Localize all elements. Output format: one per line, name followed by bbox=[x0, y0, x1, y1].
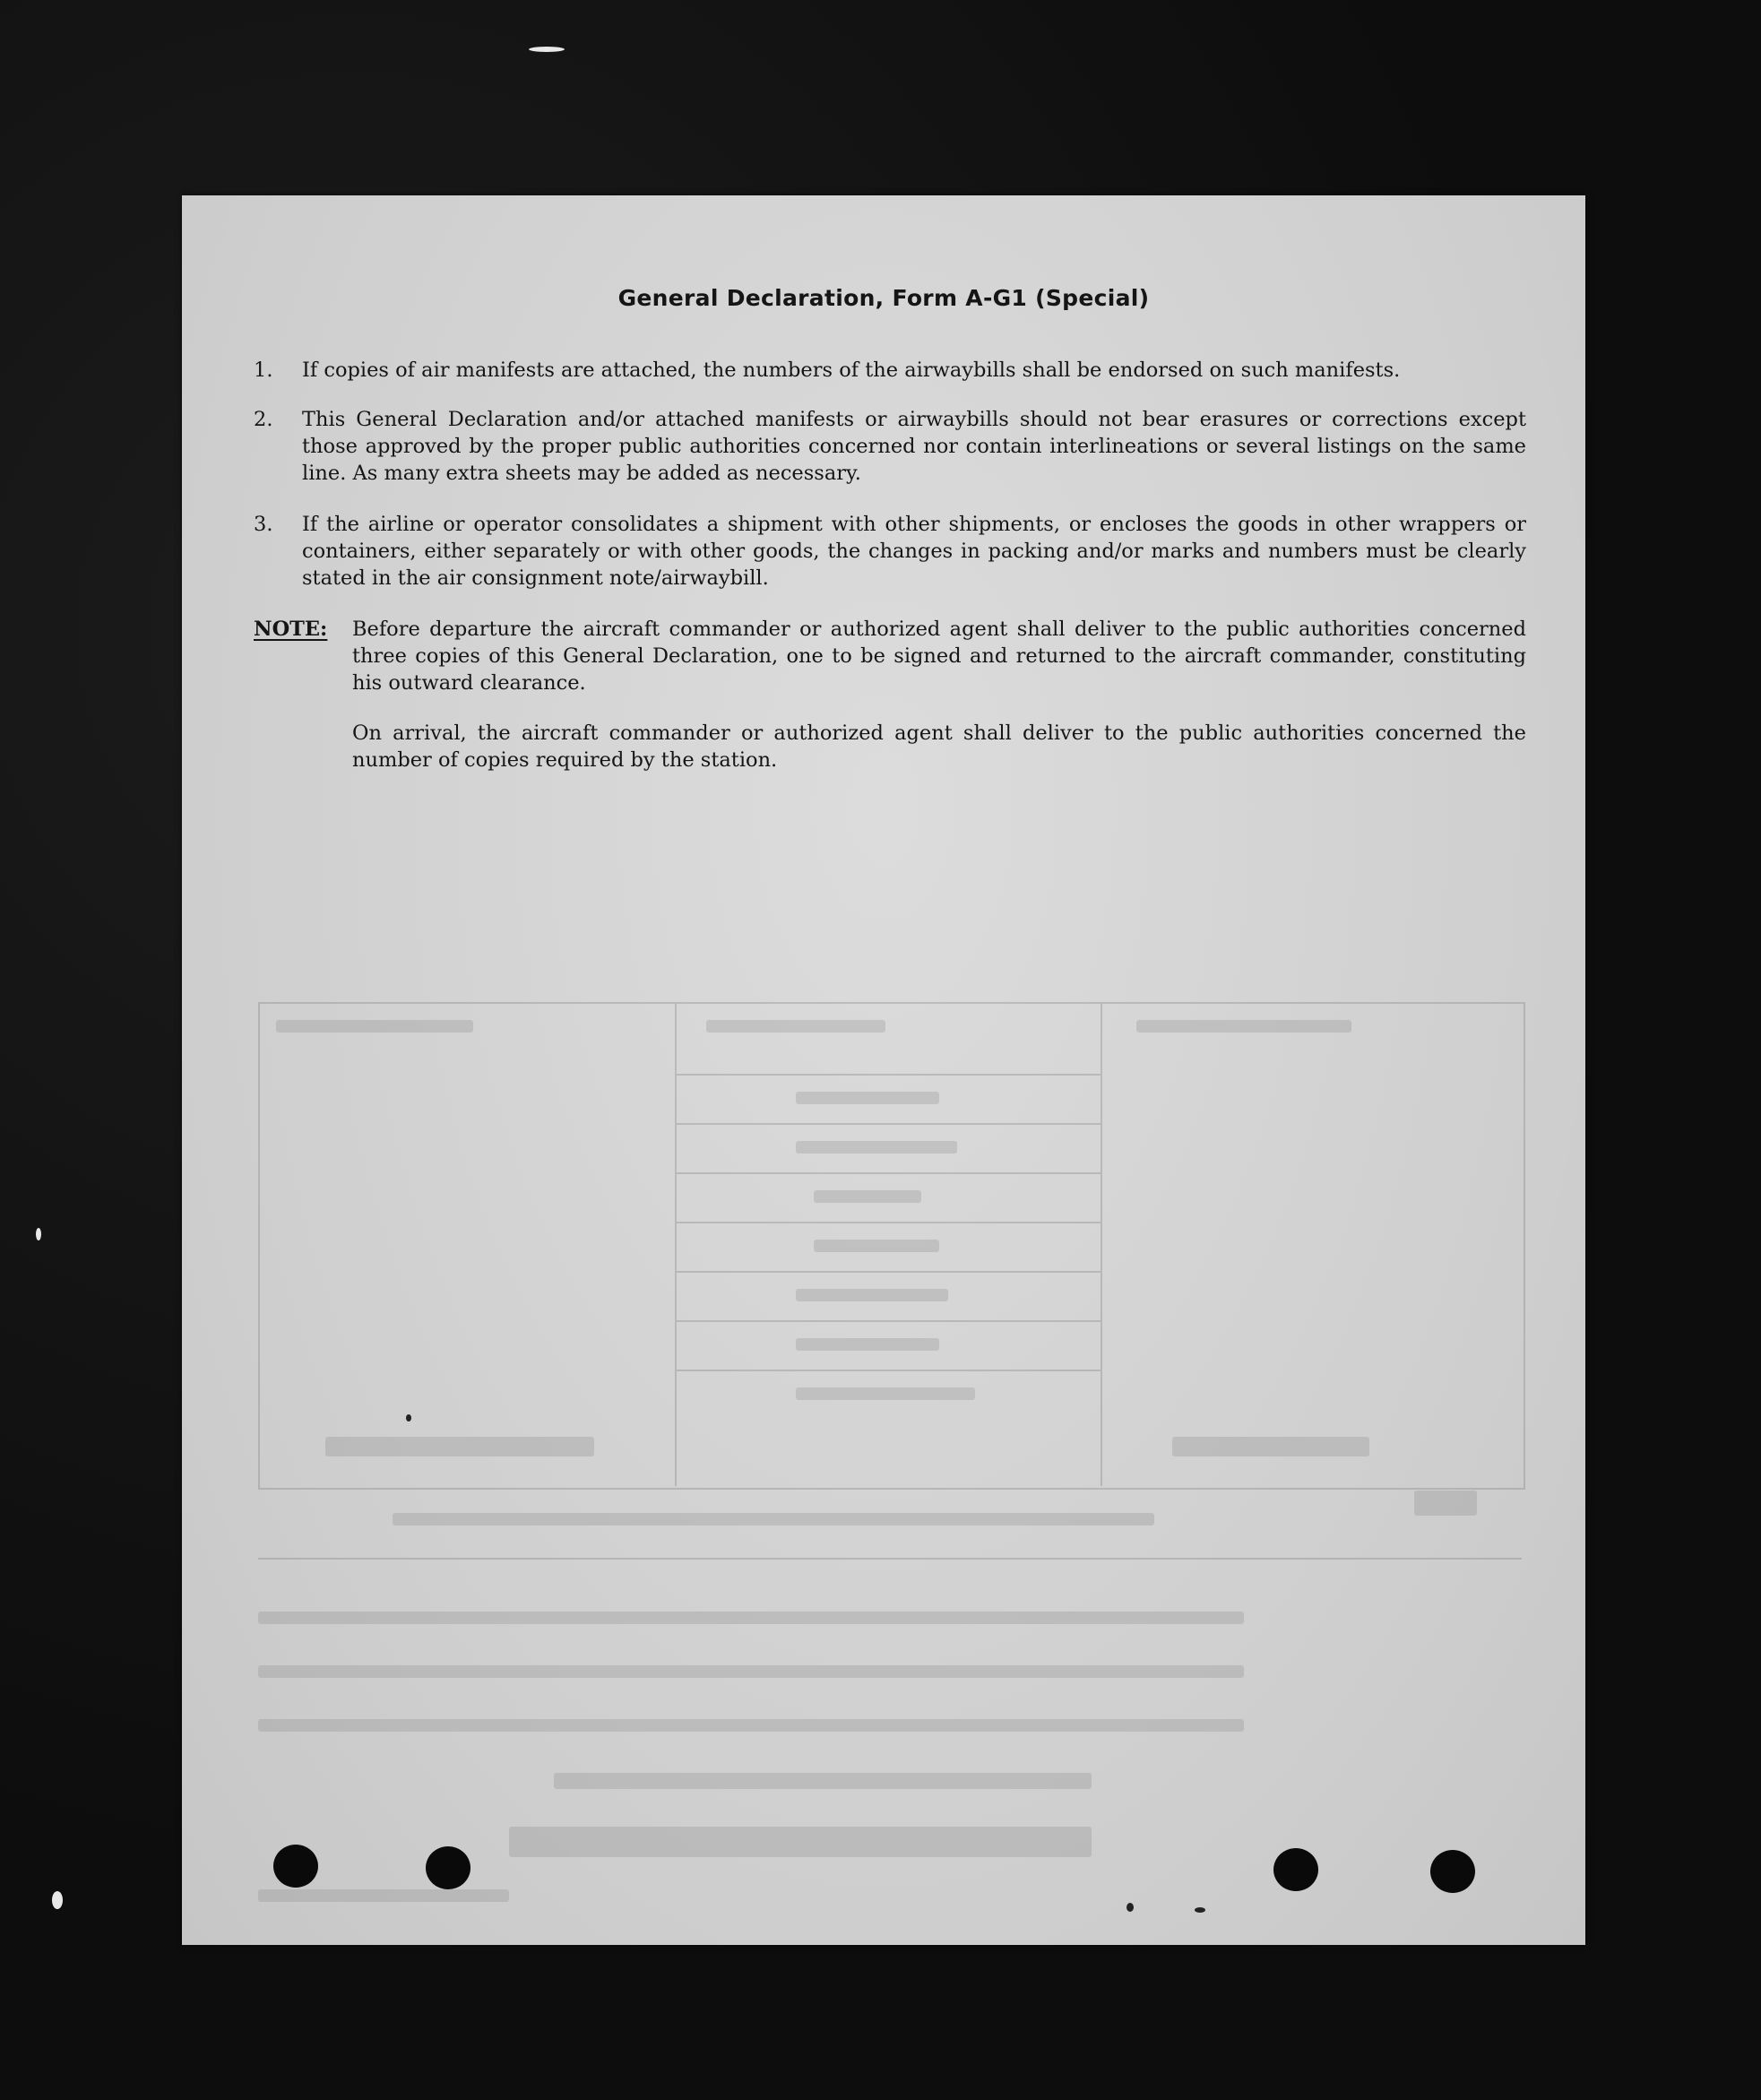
paper-speck bbox=[1127, 1903, 1134, 1912]
paper-speck bbox=[406, 1414, 411, 1422]
paper-speck bbox=[1195, 1907, 1205, 1913]
instruction-item-2 bbox=[254, 406, 1526, 487]
punch-hole bbox=[426, 1846, 470, 1889]
item-number: 2. bbox=[254, 408, 273, 431]
note-paragraph-arrival: On arrival, the aircraft commander or authorized agent shall deliver to the public authorities concerned the number of copies required by the station. bbox=[352, 722, 1526, 772]
film-speck bbox=[36, 1228, 41, 1240]
item-text: If copies of air manifests are attached, the numbers of the airwaybills shall be endorsed on such manifests. bbox=[302, 359, 1401, 382]
instruction-item-1 bbox=[254, 357, 1526, 384]
note-block bbox=[254, 616, 1526, 773]
instruction-item-3 bbox=[254, 511, 1526, 592]
punch-hole bbox=[273, 1845, 318, 1888]
punch-hole bbox=[1273, 1848, 1318, 1891]
punch-hole bbox=[1430, 1850, 1475, 1893]
reverse-side-bleed-through bbox=[258, 805, 1522, 1898]
item-text: If the airline or operator consolidates a shipment with other shipments, or encloses the goods in other wrappers or containers, either separately or with other goods, the changes in packing and/or marks and numbers must be clearly stated in the air consignment note/airwaybill. bbox=[302, 513, 1526, 590]
film-speck bbox=[529, 47, 565, 52]
form-title: General Declaration, Form A-G1 (Special) bbox=[617, 285, 1150, 311]
item-number: 3. bbox=[254, 513, 273, 536]
film-speck bbox=[52, 1891, 63, 1909]
note-label: NOTE: bbox=[254, 618, 328, 641]
note-paragraph-departure: Before departure the aircraft commander or authorized agent shall deliver to the public authorities concerned three copies of this General Declaration, one to be signed and returned to the aircraft commander, constituting his outward clearance. bbox=[352, 618, 1526, 695]
item-text: This General Declaration and/or attached manifests or airwaybills should not bear erasures or corrections except those approved by the proper public authorities concerned nor contain interlineations or several listings on the same line. As many extra sheets may be added as necessary. bbox=[302, 408, 1526, 485]
item-number: 1. bbox=[254, 359, 273, 382]
document-page bbox=[182, 195, 1585, 1945]
